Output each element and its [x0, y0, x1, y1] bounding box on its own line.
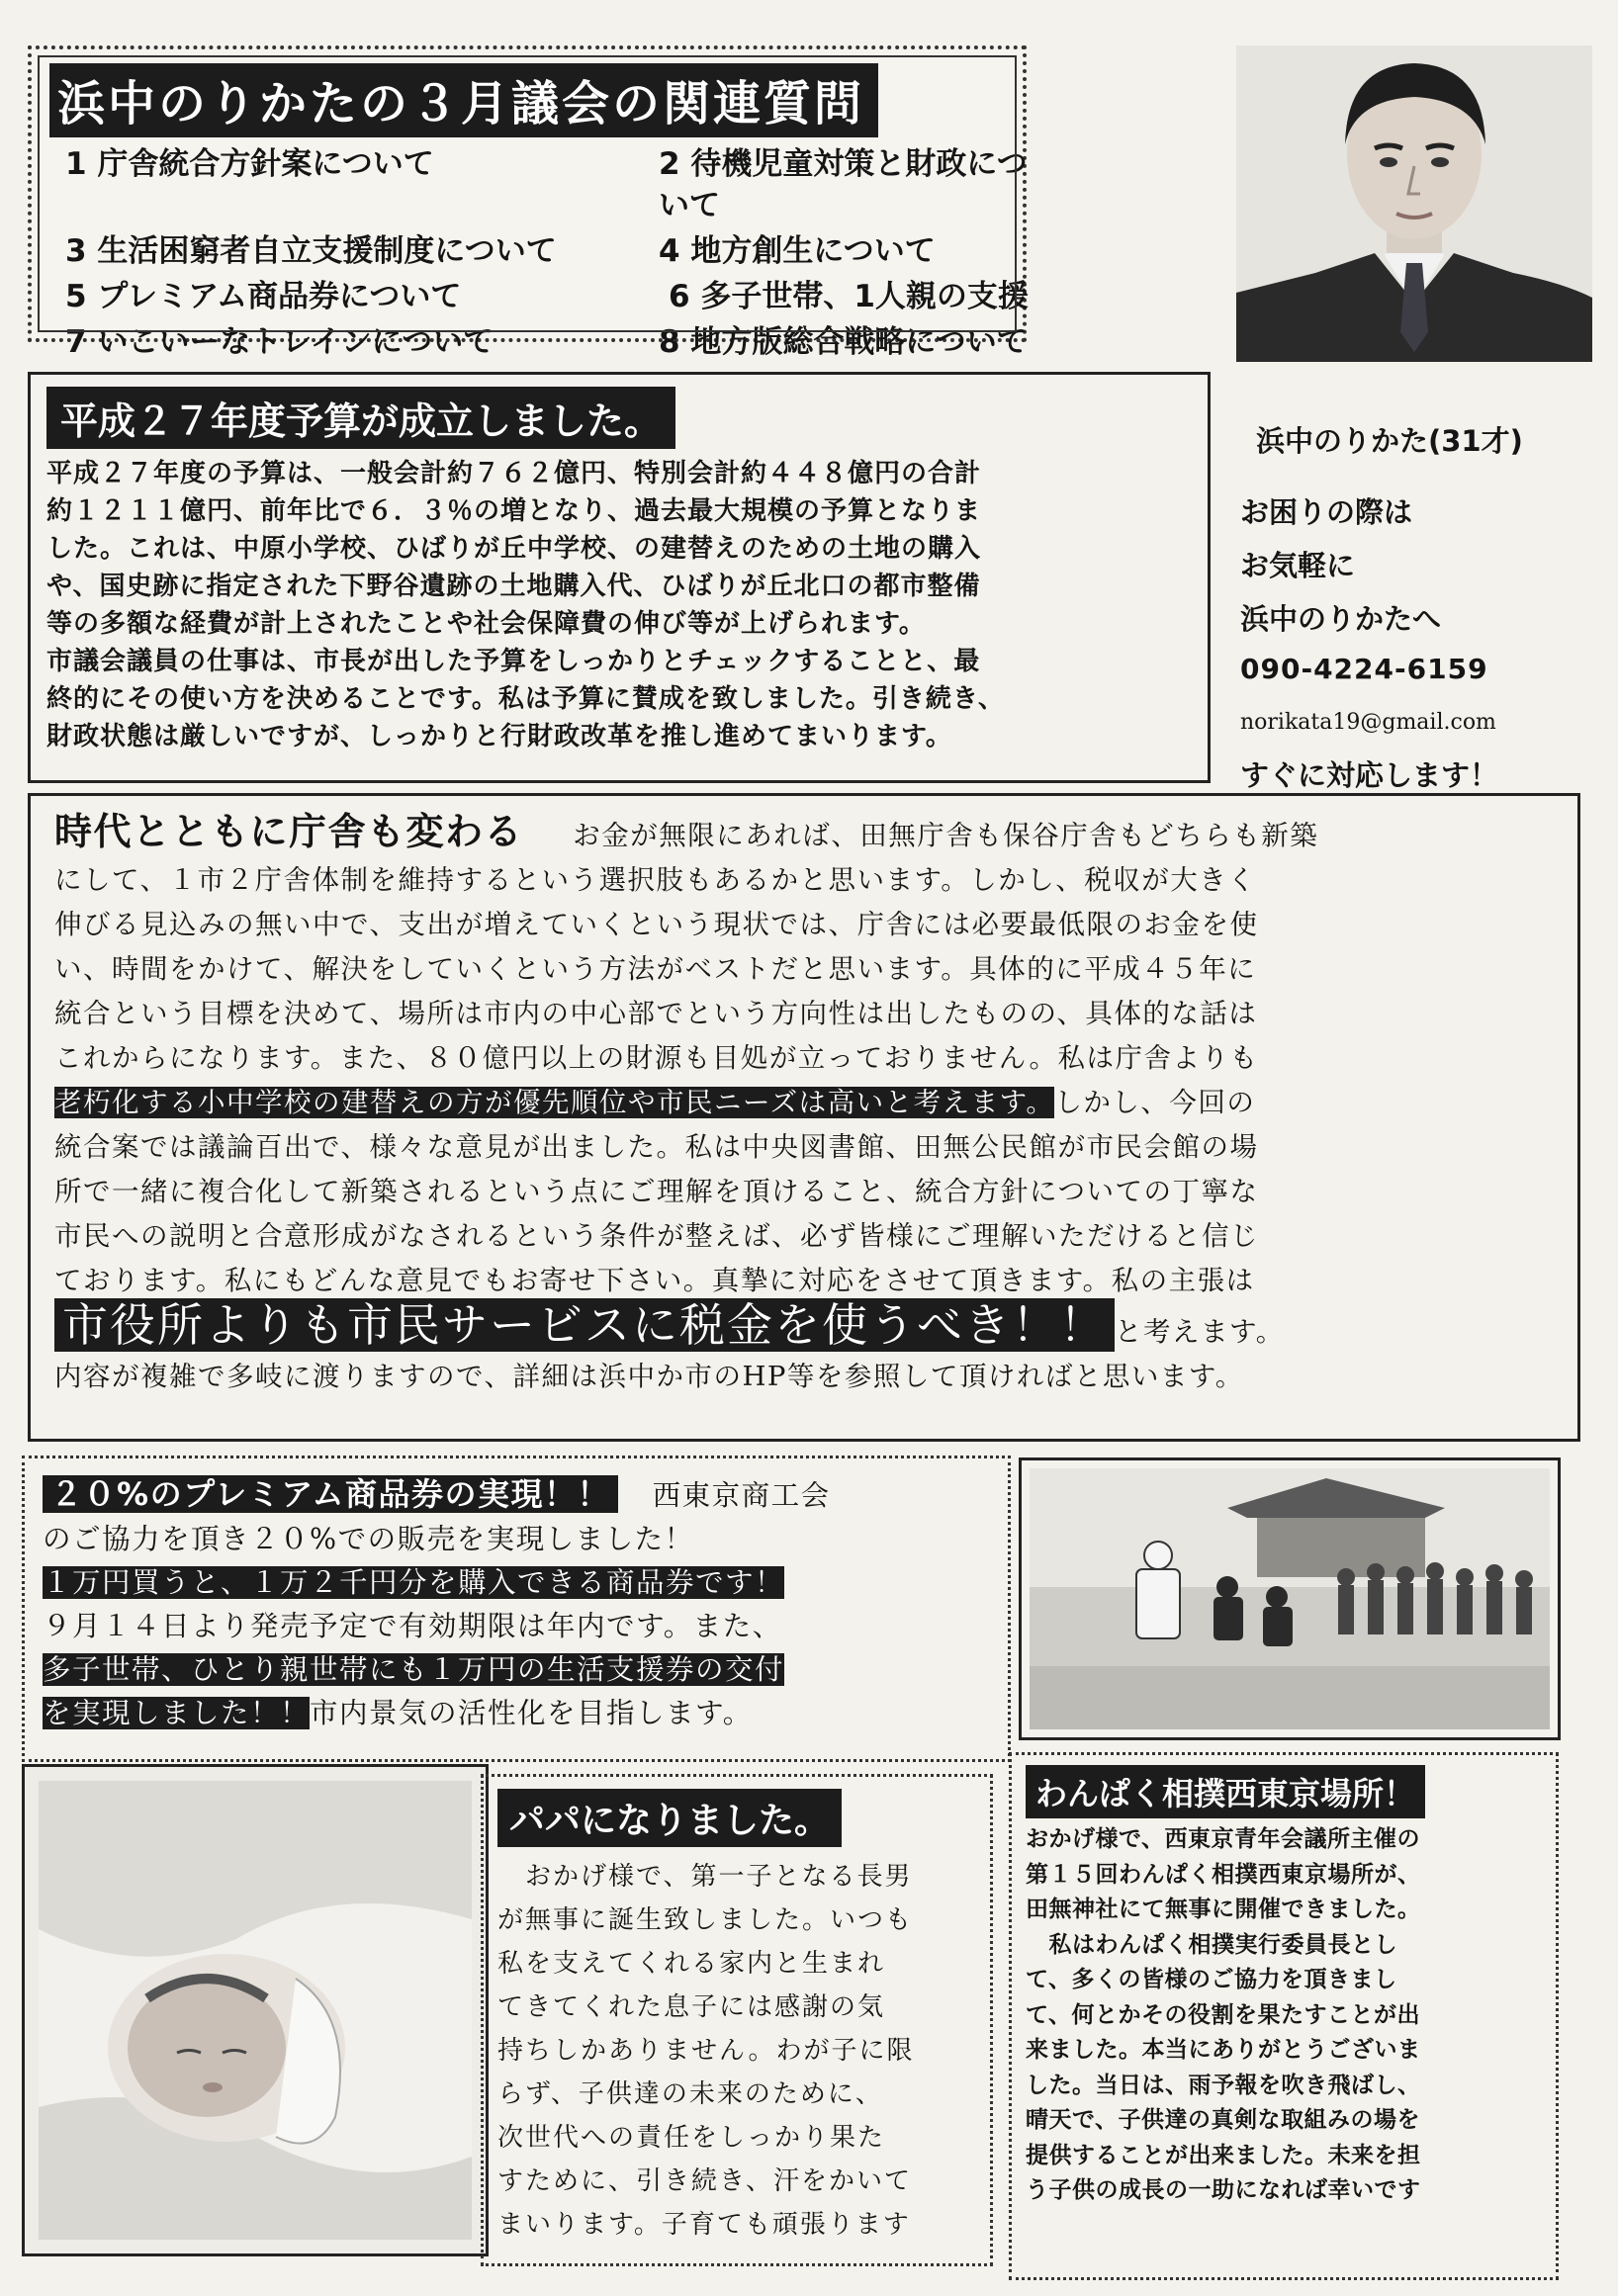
- office-slogan: 市役所よりも市民サービスに税金を使うべき！！: [54, 1298, 1115, 1352]
- contact-block: [1236, 405, 1602, 792]
- budget-line: 平成２７年度の予算は、一般会計約７６２億円、特別会計約４４８億円の合計: [46, 459, 982, 488]
- papa-line: 持ちしかありません。わが子に限: [497, 2036, 915, 2066]
- premium-line: ９月１４日より発売予定で有効期限は年内です。また、: [43, 1610, 782, 1642]
- office-heading: 時代とともに庁舎も変わる: [54, 810, 524, 853]
- question-item: 8 地方版総合戦略について: [659, 324, 1028, 360]
- office-line: 市民への説明と合意形成がなされるという条件が整えば、必ず皆様にご理解いただけると信じ: [54, 1220, 1259, 1252]
- papa-line: 次世代への責任をしっかり果た: [497, 2123, 886, 2153]
- office-line: これからになります。また、８０億円以上の財源も目処が立っておりません。私は庁舎よりも: [54, 1042, 1259, 1074]
- office-highlight: 老朽化する小中学校の建替えの方が優先順位や市民ニーズは高いと考えます。: [54, 1087, 1055, 1118]
- budget-section: [28, 372, 1211, 783]
- sumo-line: て、何とかその役割を果たすことが出: [1026, 2001, 1421, 2028]
- contact-line: お困りの際は: [1240, 495, 1413, 529]
- contact-promise: すぐに対応します！: [1240, 758, 1499, 792]
- sumo-line: 田無神社にて無事に開催できました。: [1026, 1897, 1421, 1922]
- premium-highlight: 多子世帯、ひとり親世帯にも１万円の生活支援券の交付: [43, 1653, 785, 1686]
- office-text: [54, 810, 1554, 1399]
- questions-box: [28, 45, 1029, 360]
- office-line: ております。私にもどんな意見でもお寄せ下さい。真摯に対応をさせて頂きます。私の主張は: [54, 1265, 1255, 1296]
- sumo-event-image-icon: [1030, 1468, 1550, 1729]
- portrait-photo: [1236, 45, 1592, 362]
- sumo-text: [1026, 1822, 1542, 2209]
- premium-org: 西東京商工会: [652, 1479, 831, 1512]
- papa-line: おかげ様で、第一子となる長男: [497, 1862, 913, 1892]
- sumo-photo: [1019, 1457, 1561, 1740]
- sumo-line: て、多くの皆様のご協力を頂きまし: [1026, 1967, 1397, 1992]
- budget-line: した。これは、中原小学校、ひばりが丘中学校、の建替えのための土地の購入: [46, 534, 982, 564]
- city-office-section: [28, 793, 1580, 1442]
- premium-line: 市内景気の活性化を目指します。: [310, 1697, 753, 1729]
- baby-photo: [22, 1764, 489, 2256]
- budget-line: 約１２１１億円、前年比で６．３％の増となり、過去最大規模の予算となりま: [46, 496, 982, 526]
- office-line: にして、１市２庁舎体制を維持するという選択肢もあるかと思います。しかし、税収が大きく: [54, 864, 1257, 896]
- papa-line: すために、引き続き、汗をかいて: [497, 2166, 912, 2196]
- candidate-name: 浜中のりかた(31才): [1256, 424, 1523, 458]
- office-line: い、時間をかけて、解決をしていくという方法がベストだと思います。具体的に平成４５年に: [54, 953, 1257, 985]
- budget-title: 平成２７年度予算が成立しました。: [46, 387, 675, 449]
- budget-line: や、国史跡に指定された下野谷遺跡の土地購入代、ひばりが丘北口の都市整備: [46, 572, 981, 601]
- papa-text: [497, 1855, 976, 2247]
- question-item: 2 待機児童対策と財政について: [659, 146, 1028, 223]
- premium-line: のご協力を頂き２０%での販売を実現しました！: [43, 1523, 694, 1555]
- person-portrait-icon: [1236, 45, 1592, 362]
- premium-highlight: を実現しました！！: [43, 1697, 311, 1729]
- baby-image-icon: [39, 1781, 472, 2240]
- budget-line: 終的にその使い方を決めることです。私は予算に賛成を致しました。引き続き、: [46, 684, 1005, 714]
- papa-section: [481, 1774, 993, 2266]
- office-line: しかし、今回の: [1054, 1087, 1256, 1118]
- budget-line: 市議会議員の仕事は、市長が出した予算をしっかりとチェックすることと、最: [46, 647, 981, 676]
- sumo-line: おかげ様で、西東京青年会議所主催の: [1026, 1826, 1421, 1852]
- question-item: 6 多子世帯、1人親の支援: [669, 279, 1029, 314]
- sumo-line: 来ました。本当にありがとうございま: [1026, 2037, 1421, 2063]
- question-item: 1 庁舎統合方針案について: [65, 146, 434, 182]
- sumo-line: 第１５回わんぱく相撲西東京場所が、: [1026, 1861, 1421, 1888]
- sumo-line: う子供の成長の一助になれば幸いです: [1026, 2177, 1421, 2203]
- office-line: 内容が複雑で多岐に渡りますので、詳細は浜中か市のHP等を参照して頂ければと思います。: [54, 1361, 1244, 1392]
- sumo-line: 私はわんぱく相撲実行委員長とし: [1026, 1931, 1397, 1958]
- office-line: 統合案では議論百出で、様々な意見が出ました。私は中央図書館、田無公民館が市民会館の場: [54, 1131, 1259, 1163]
- office-line: 統合という目標を決めて、場所は市内の中心部でという方向性は出したものの、具体的な話は: [54, 998, 1258, 1029]
- email-address: norikata19@gmail.com: [1240, 710, 1496, 735]
- office-line: お金が無限にあれば、田無庁舎も保谷庁舎もどちらも新築: [573, 820, 1319, 851]
- phone-number: 090-4224-6159: [1240, 653, 1488, 685]
- office-line: 所で一緒に複合化して新築されるという点にご理解を頂けること、統合方針についての丁寧な: [54, 1176, 1259, 1207]
- question-item: 4 地方創生について: [659, 233, 936, 269]
- contact-line: 浜中のりかたへ: [1240, 602, 1442, 636]
- papa-line: が無事に誕生致しました。いつも: [497, 1905, 914, 1935]
- papa-line: らず、子供達の未来のために、: [497, 2079, 883, 2109]
- papa-line: まいります。子育ても頑張ります: [497, 2210, 911, 2240]
- sumo-line: 晴天で、子供達の真剣な取組みの場を: [1026, 2107, 1421, 2133]
- papa-title: パパになりました。: [497, 1789, 842, 1847]
- office-line: と考えます。: [1115, 1316, 1285, 1348]
- contact-line: お気軽に: [1240, 549, 1356, 582]
- sumo-line: した。当日は、雨予報を吹き飛ばし、: [1026, 2072, 1421, 2098]
- question-item: 5 プレミアム商品券について: [65, 279, 462, 314]
- questions-title: 浜中のりかたの３月議会の関連質問: [49, 63, 878, 137]
- question-item: 7 いこいーなトレインについて: [65, 324, 494, 360]
- premium-highlight: １万円買うと、１万２千円分を購入できる商品券です！: [43, 1566, 785, 1599]
- premium-voucher-section: [22, 1456, 1011, 1762]
- sumo-section: [1009, 1752, 1559, 2280]
- premium-title: ２０%のプレミアム商品券の実現！！: [43, 1475, 618, 1513]
- papa-line: 私を支えてくれる家内と生まれ: [497, 1949, 886, 1979]
- papa-line: てきてくれた息子には感謝の気: [497, 1992, 886, 2022]
- sumo-line: 提供することが出来ました。未来を担: [1026, 2142, 1421, 2168]
- budget-line: 財政状態は厳しいですが、しっかりと行財政改革を推し進めてまいります。: [46, 722, 952, 751]
- sumo-title: わんぱく相撲西東京場所！: [1026, 1765, 1425, 1818]
- budget-line: 等の多額な経費が計上されたことや社会保障費の伸び等が上げられます。: [46, 609, 926, 639]
- questions-list: [49, 143, 1029, 363]
- budget-text: [46, 455, 1192, 755]
- office-line: 伸びる見込みの無い中で、支出が増えていくという現状では、庁舎には必要最低限のお金を使: [54, 909, 1259, 940]
- question-item: 3 生活困窮者自立支援制度について: [65, 233, 557, 269]
